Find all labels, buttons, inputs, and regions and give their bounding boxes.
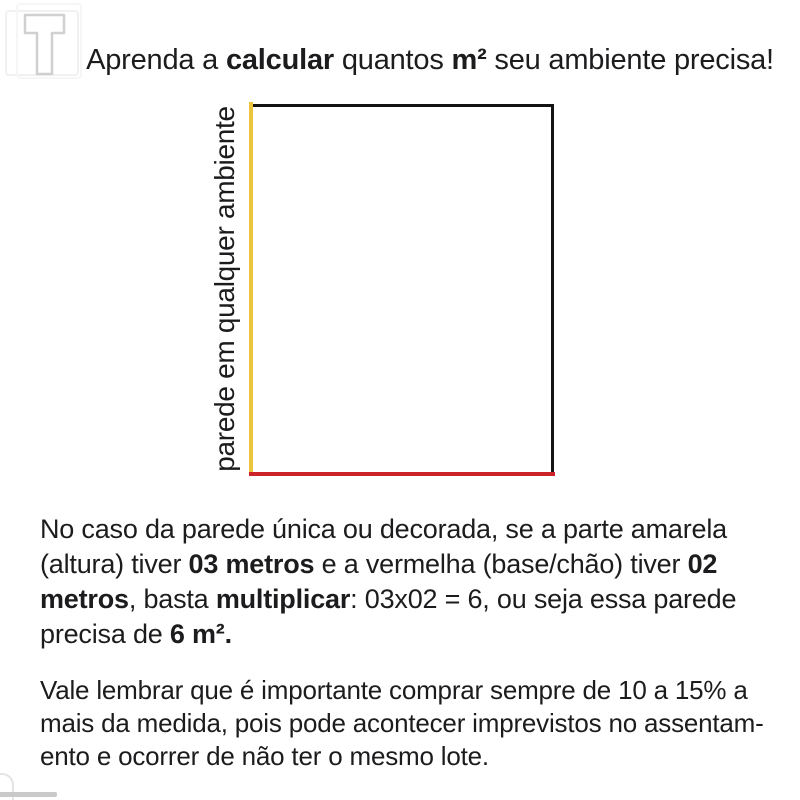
page-title: Aprenda a calcular quantos m² seu ambiente precisa! [86,44,774,76]
wall-height-edge-yellow [249,102,253,476]
wall-rectangle [250,104,554,475]
tip-paragraph: Vale lembrar que é importante comprar sempre de 10 a 15% a mais da medida, pois pode acontecer imprevistos no assentam- ento e ocorrer de não ter o mesmo lote. [40,675,764,771]
wall-base-edge-red [249,472,555,476]
wall-label: parede em qualquer ambiente [209,106,240,472]
watermark-bar-icon [0,792,57,797]
explanation-paragraph: No caso da parede única ou decorada, se a parte amarela (altura) tiver 03 metros e a vermelha (base/chão) tiver 02 metros, basta multiplicar: 03x02 = 6, ou seja essa parede precisa de 6 m². [40,514,737,649]
